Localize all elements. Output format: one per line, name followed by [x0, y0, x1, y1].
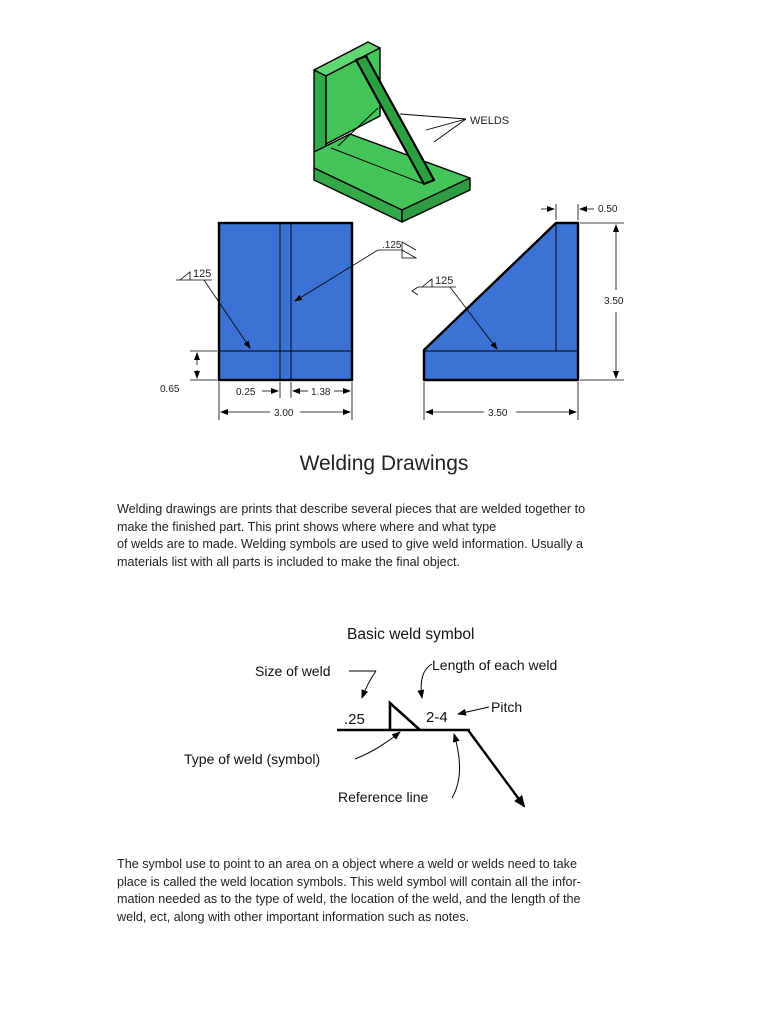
- front-weld-right-label: .125: [382, 240, 402, 251]
- front-left-width-dim-label: 0.25: [236, 387, 256, 398]
- welds-callout-label: WELDS: [470, 115, 510, 127]
- weld-symbol-diagram: [0, 600, 768, 840]
- intro-line: materials list with all parts is included to make the final object.: [117, 554, 460, 569]
- front-weld-left-label: 125: [193, 268, 212, 280]
- front-right-width-dim-label: 1.38: [311, 387, 331, 398]
- side-top-width-dim-label: 0.50: [598, 204, 618, 215]
- location-line: place is called the weld location symbols. This weld symbol will contain all the infor-: [117, 874, 581, 889]
- location-line: The symbol use to point to an area on a object where a weld or welds need to take: [117, 857, 577, 871]
- front-view: [219, 223, 352, 380]
- weld-symbol-title: Basic weld symbol: [347, 626, 475, 643]
- intro-line: make the finished part. This print shows where where and what type: [117, 519, 497, 534]
- side-weld-label: 125: [435, 275, 454, 287]
- location-line: weld, ect, along with other important information such as notes.: [117, 909, 470, 924]
- front-total-width-dim-label: 3.00: [274, 408, 294, 419]
- isometric-bracket: [314, 42, 470, 222]
- pitch-label: Pitch: [491, 699, 523, 715]
- side-height-dim-label: 3.50: [604, 296, 624, 307]
- length-pitch-value: 2-4: [426, 709, 448, 726]
- front-height-dim-label: 0.65: [160, 384, 180, 395]
- side-view: [424, 223, 578, 380]
- side-bottom-width-dim-label: 3.50: [488, 408, 508, 419]
- welding-drawing-figure: [0, 0, 768, 440]
- page-title: Welding Drawings: [299, 452, 469, 475]
- type-of-weld-label: Type of weld (symbol): [184, 751, 321, 767]
- intro-paragraph: [117, 501, 697, 571]
- size-value: .25: [344, 711, 365, 728]
- weld-location-paragraph: [117, 856, 697, 926]
- intro-line: of welds are to made. Welding symbols are used to give weld information. Usually a: [117, 537, 583, 551]
- intro-line: Welding drawings are prints that describe several pieces that are welded together to: [117, 502, 586, 516]
- reference-line-label: Reference line: [338, 789, 429, 805]
- location-line: mation needed as to the type of weld, the location of the weld, and the length of the: [117, 892, 581, 906]
- size-of-weld-label: Size of weld: [255, 663, 331, 679]
- length-of-weld-label: Length of each weld: [432, 657, 558, 673]
